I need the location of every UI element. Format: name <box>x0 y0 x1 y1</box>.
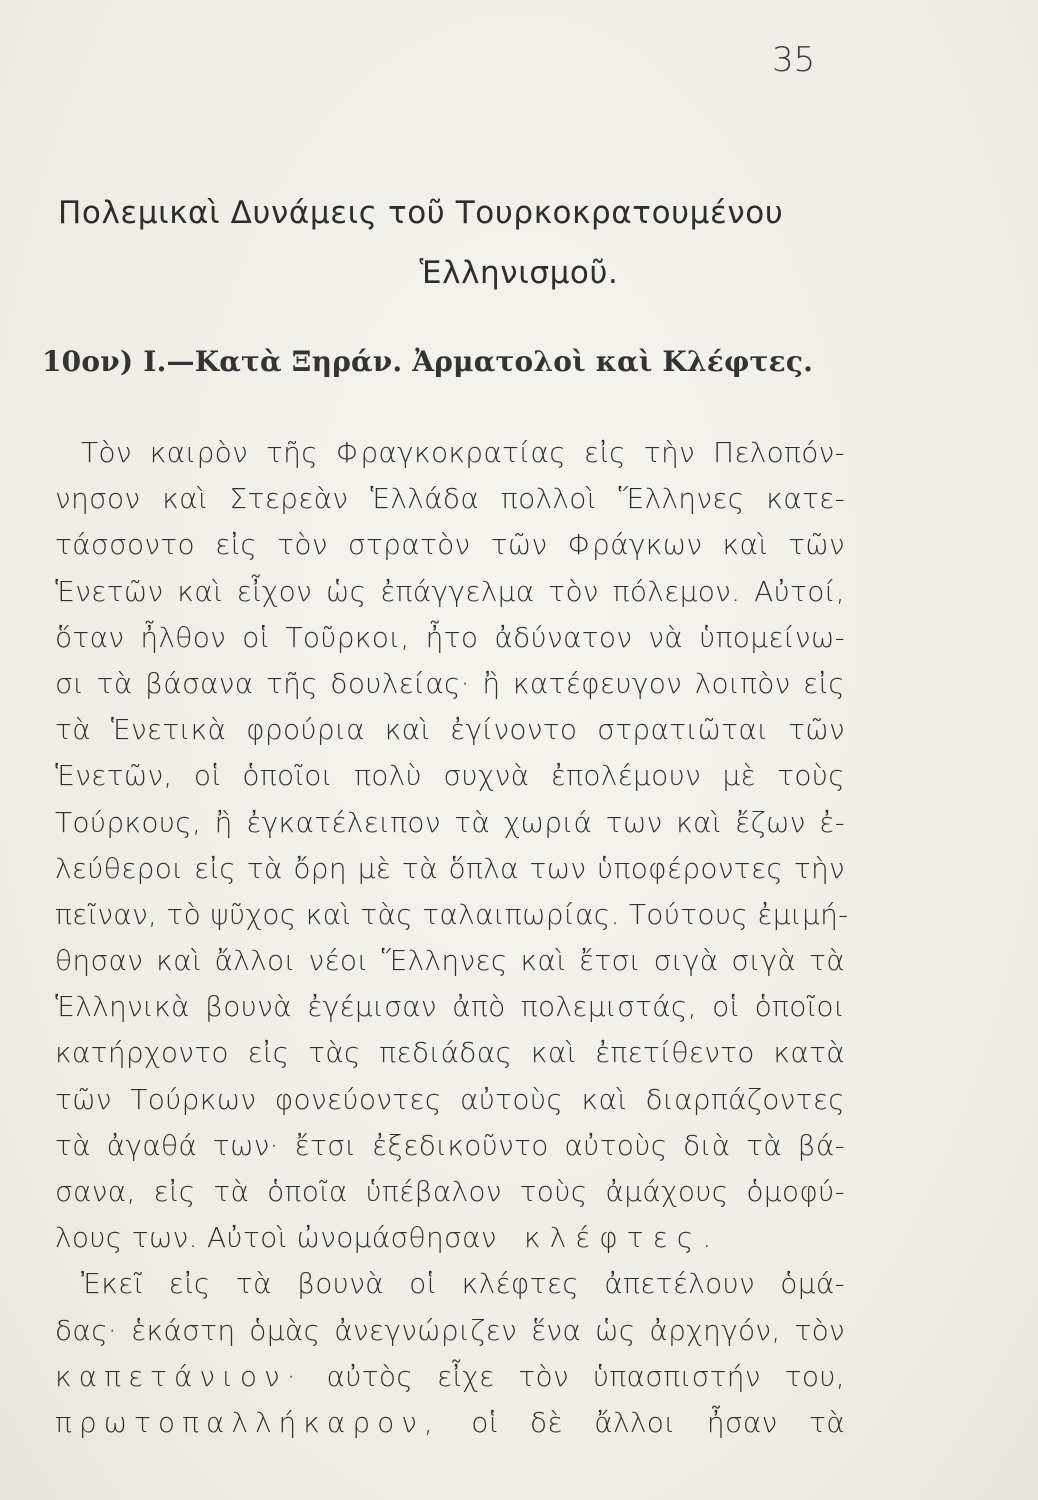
text-line: κατήρχοντο εἰς τὰς πεδιάδας καὶ ἐπετίθεντο κατὰ <box>55 1036 845 1070</box>
text-line: δας· ἑκάστη ὁμὰς ἀνεγνώριζεν ἕνα ὡς ἀρχηγόν, τὸν <box>55 1313 845 1347</box>
page-number: 35 <box>772 40 816 80</box>
text-line-start: λους των. Αὐτοὶ ὠνομάσθησαν <box>55 1221 497 1255</box>
chapter-title-line-2 <box>0 255 1038 291</box>
spaced-word-klephtes: κλέφτες. <box>523 1221 721 1255</box>
text-line: πεῖναν, τὸ ψῦχος καὶ τὰς ταλαιπωρίας. Τούτους ἐμιμή- <box>55 897 849 931</box>
spaced-word-kapetanion: καπετάνιον· <box>55 1359 303 1393</box>
text-line: Τούρκους, ἢ ἐγκατέλειπον τὰ χωριά των καὶ ἔζων ἐ- <box>55 805 845 839</box>
spaced-word-protopallikaron: πρωτοπαλλήκαρον, <box>55 1405 440 1439</box>
text-line-end: αὐτὸς εἶχε τὸν ὑπασπιστήν του, <box>326 1359 845 1393</box>
text-line: νησον καὶ Στερεὰν Ἑλλάδα πολλοὶ Ἕλληνες κατε- <box>55 482 845 516</box>
text-line <box>55 1215 845 1261</box>
text-line: Ἑλληνικὰ βουνὰ ἐγέμισαν ἀπὸ πολεμιστάς, οἱ ὁποῖοι <box>55 990 845 1024</box>
text-line: τὰ Ἑνετικὰ φρούρια καὶ ἐγίνοντο στρατιῶται τῶν <box>55 713 845 747</box>
text-line-end: οἱ δὲ ἄλλοι ἦσαν τὰ <box>471 1405 846 1439</box>
text-line: Ἑνετῶν καὶ εἶχον ὡς ἐπάγγελμα τὸν πόλεμον. Αὐτοί, <box>55 574 845 608</box>
text-line: Ἑνετῶν, οἱ ὁποῖοι πολὺ συχνὰ ἐπολέμουν μὲ τοὺς <box>55 759 845 793</box>
text-line: Τὸν καιρὸν τῆς Φραγκοκρατίας εἰς τὴν Πελοπόν- <box>81 436 845 469</box>
text-line: θησαν καὶ ἄλλοι νέοι Ἕλληνες καὶ ἔτσι σιγὰ σιγὰ τὰ <box>55 944 845 978</box>
chapter-title-line-1: Πολεμικαὶ Δυνάμεις τοῦ Τουρκοκρατουμένου <box>58 195 784 231</box>
section-subheading <box>42 345 813 378</box>
section-number: 10ον) <box>42 345 134 378</box>
text-line: Ἐκεῖ εἰς τὰ βουνὰ οἱ κλέφτες ἀπετέλουν ὁμά- <box>81 1267 845 1301</box>
text-line: τῶν Τούρκων φονεύοντες αὐτοὺς καὶ διαρπάζοντες <box>55 1082 845 1116</box>
section-title: I.—Κατὰ Ξηράν. Ἀρματολοὶ καὶ Κλέφτες. <box>143 345 814 378</box>
text-line: τάσσοντο εἰς τὸν στρατὸν τῶν Φράγκων καὶ τῶν <box>55 528 845 562</box>
chapter-title-line-2-text: Ἑλληνισμοῦ. <box>419 255 619 291</box>
text-line: τὰ ἀγαθά των· ἔτσι ἐξεδικοῦντο αὐτοὺς διὰ τὰ βά- <box>55 1128 845 1162</box>
text-line <box>55 1354 845 1400</box>
text-line: σανα, εἰς τὰ ὁποῖα ὑπέβαλον τοὺς ἀμάχους ὁμοφύ- <box>55 1175 845 1208</box>
text-line: ὅταν ἦλθον οἱ Τοῦρκοι, ἦτο ἀδύνατον νὰ ὑπομείνω- <box>55 620 845 654</box>
body-text <box>55 430 849 1446</box>
text-line: σι τὰ βάσανα τῆς δουλείας· ἢ κατέφευγον λοιπὸν εἰς <box>55 666 845 700</box>
text-line: λεύθεροι εἰς τὰ ὄρη μὲ τὰ ὅπλα των ὑποφέροντες τὴν <box>55 851 845 885</box>
text-line <box>55 1400 845 1446</box>
